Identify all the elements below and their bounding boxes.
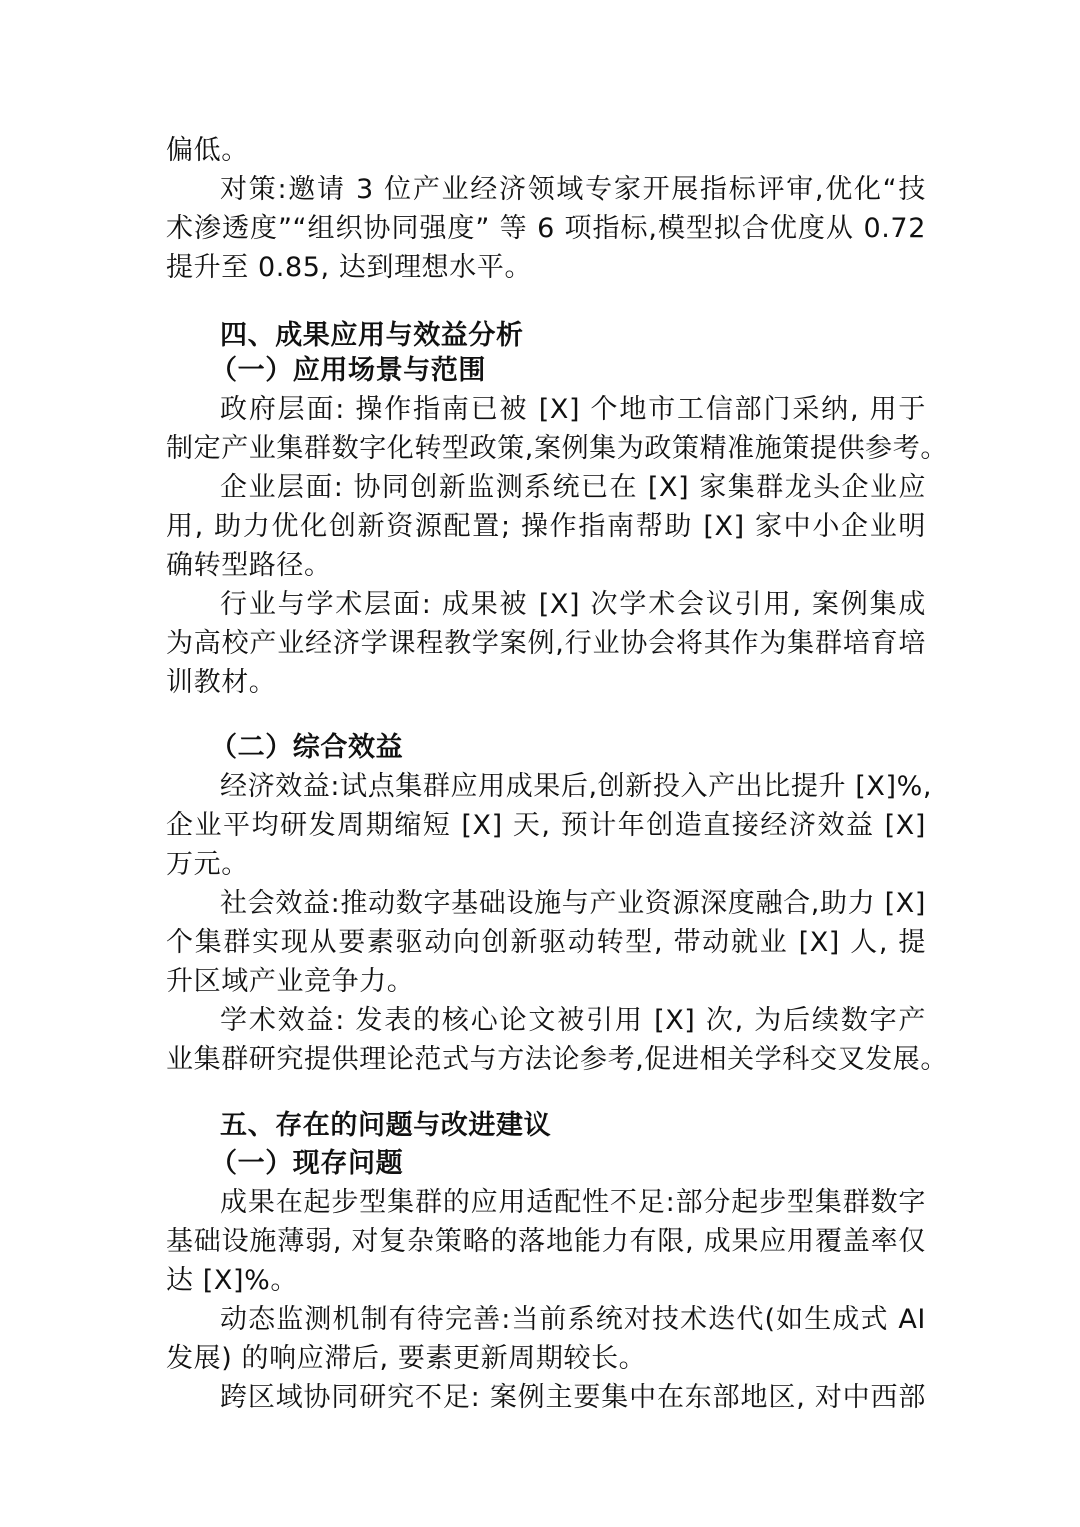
para-line: 企业层面: 协同创新监测系统已在 [X] 家集群龙头企业应 [220,472,926,503]
para-line: 用, 助力优化创新资源配置; 操作指南帮助 [X] 家中小企业明 [166,511,926,542]
para-line: 业集群研究提供理论范式与方法论参考,促进相关学科交叉发展。 [166,1044,948,1075]
para-line: 个集群实现从要素驱动向创新驱动转型, 带动就业 [X] 人, 提 [166,927,926,958]
para-line: 企业平均研发周期缩短 [X] 天, 预计年创造直接经济效益 [X] [166,810,926,841]
para-line: 提升至 0.85, 达到理想水平。 [166,252,533,283]
para-line: 升区域产业竞争力。 [166,966,415,997]
para-line: 为高校产业经济学课程教学案例,行业协会将其作为集群培育培 [166,628,926,659]
para-line: 社会效益:推动数字基础设施与产业资源深度融合,助力 [X] [220,888,926,919]
subsection-heading: （二）综合效益 [210,732,404,763]
para-line: 政府层面: 操作指南已被 [X] 个地市工信部门采纳, 用于 [220,394,926,425]
subsection-heading: （一）应用场景与范围 [210,355,486,386]
para-line: 行业与学术层面: 成果被 [X] 次学术会议引用, 案例集成 [220,589,926,620]
para-line: 成果在起步型集群的应用适配性不足:部分起步型集群数字 [220,1187,926,1218]
para-line: 制定产业集群数字化转型政策,案例集为政策精准施策提供参考。 [166,433,948,464]
para-line: 基础设施薄弱, 对复杂策略的落地能力有限, 成果应用覆盖率仅 [166,1226,926,1257]
para-line: 学术效益: 发表的核心论文被引用 [X] 次, 为后续数字产 [220,1005,926,1036]
para-line: 经济效益:试点集群应用成果后,创新投入产出比提升 [X]%, [220,771,933,802]
para-line: 发展) 的响应滞后, 要素更新周期较长。 [166,1343,647,1374]
para-line: 确转型路径。 [166,550,332,581]
para-line: 偏低。 [166,135,249,166]
para-line: 术渗透度”“组织协同强度” 等 6 项指标,模型拟合优度从 0.72 [166,213,926,244]
subsection-heading: （一）现存问题 [210,1148,404,1179]
para-line: 动态监测机制有待完善:当前系统对技术迭代(如生成式 AI [220,1304,926,1335]
section-heading: 四、成果应用与效益分析 [220,320,524,351]
para-line: 训教材。 [166,667,277,698]
para-line: 对策:邀请 3 位产业经济领域专家开展指标评审,优化“技 [220,174,926,205]
para-line: 跨区域协同研究不足: 案例主要集中在东部地区, 对中西部 [220,1382,926,1413]
section-heading: 五、存在的问题与改进建议 [220,1110,552,1141]
para-line: 万元。 [166,849,249,880]
para-line: 达 [X]%。 [166,1265,299,1296]
